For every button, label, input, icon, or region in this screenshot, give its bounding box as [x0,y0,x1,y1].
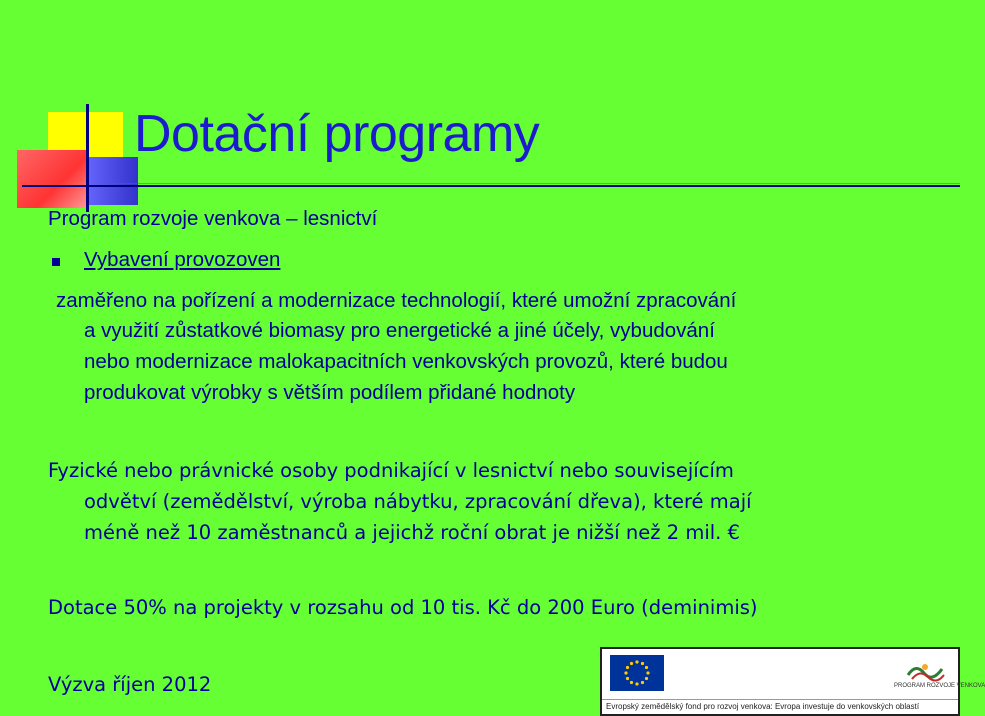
decor-blue-square [86,157,138,205]
rural-program-logo-icon [898,655,952,695]
eligible-line-2: odvětví (zemědělství, výroba nábytku, zpracování dřeva), které mají [84,490,752,513]
subsidy-line: Dotace 50% na projekty v rozsahu od 10 tis. Kč do 200 Euro (deminimis) [48,596,758,619]
focus-line-4: produkovat výrobky s větším podílem přidané hodnoty [84,381,576,404]
eu-flag-icon [610,655,664,691]
eligible-line-1: Fyzické nebo právnické osoby podnikající v lesnictví nebo souvisejícím [48,459,734,482]
call-date: Výzva říjen 2012 [48,673,212,696]
page-title: Dotační programy [134,105,540,163]
title-underline [22,185,960,187]
focus-line-1: zaměřeno na pořízení a modernizace technologií, které umožní zpracování [56,289,737,312]
bullet-link-equipment[interactable]: Vybavení provozoven [84,248,281,271]
bullet-square-icon [52,258,60,266]
rural-program-label: PROGRAM ROZVOJE VENKOVA [894,683,985,689]
eafrd-footer-text: Evropský zemědělský fond pro rozvoj venkova: Evropa investuje do venkovských oblastí [602,699,958,714]
focus-line-3: nebo modernizace malokapacitních venkovských provozů, které budou [84,350,728,373]
decor-vertical-line [86,104,89,212]
title-underline-shadow [100,183,960,184]
focus-line-2: a využití zůstatkové biomasy pro energetické a jiné účely, vybudování [84,319,715,342]
eligible-line-3: méně než 10 zaměstnanců a jejichž roční obrat je nižší než 2 mil. € [84,521,740,544]
eu-logos-banner [600,647,985,716]
program-heading: Program rozvoje venkova – lesnictví [48,207,378,230]
decor-red-square [17,150,87,208]
